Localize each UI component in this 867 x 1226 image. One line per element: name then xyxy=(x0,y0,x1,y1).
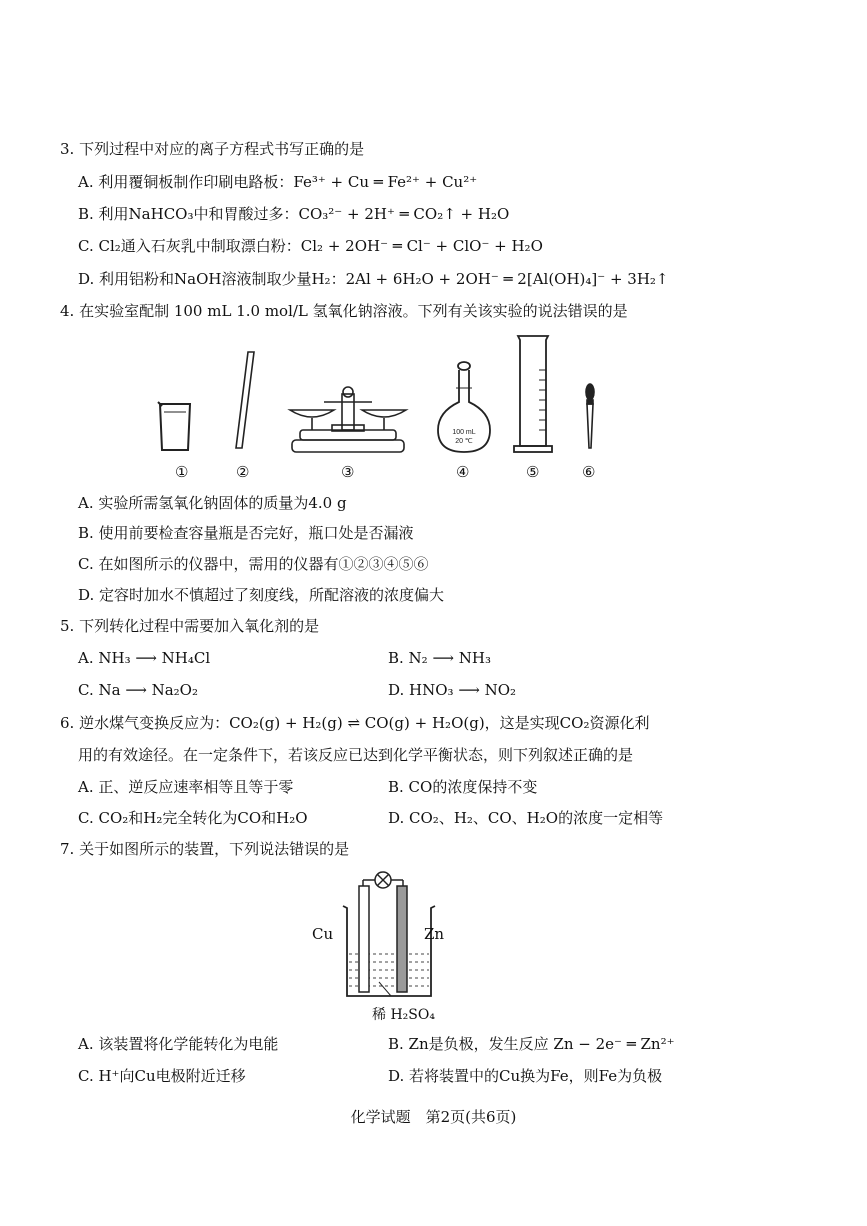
bulb-icon xyxy=(375,872,391,888)
acid-pointer xyxy=(379,982,391,996)
beaker-icon xyxy=(158,402,190,450)
q3-option-a xyxy=(78,172,477,192)
q4-option-b: B. 使用前要检查容量瓶是否完好，瓶口处是否漏液 xyxy=(78,524,414,542)
q3-option-c xyxy=(78,236,543,256)
q3-option-d-label: D. 利用铝粉和NaOH溶液制取少量H₂： xyxy=(78,270,346,288)
apparatus-label-2: ② xyxy=(236,463,250,481)
q4-stem: 4. 在实验室配制 100 mL 1.0 mol/L 氢氧化钠溶液。下列有关该实验的说法错误的是 xyxy=(60,302,628,320)
apparatus-label-4: ④ xyxy=(456,463,470,481)
page-footer: 化学试题 第2页(共6页) xyxy=(350,1108,517,1126)
q4-option-d: D. 定容时加水不慎超过了刻度线，所配溶液的浓度偏大 xyxy=(78,586,445,604)
q7-option-a: A. 该装置将化学能转化为电能 xyxy=(78,1035,279,1053)
apparatus-label-6: ⑥ xyxy=(582,463,596,481)
glass-rod-icon xyxy=(236,352,254,448)
q3-option-a-eq: Fe³⁺ + Cu ═ Fe²⁺ + Cu²⁺ xyxy=(293,173,478,191)
copper-electrode xyxy=(359,886,369,992)
q6-option-b: B. CO的浓度保持不变 xyxy=(388,778,538,796)
q5-option-d: D. HNO₃ ⟶ NO₂ xyxy=(388,681,517,699)
dropper-icon xyxy=(586,384,594,448)
q3-option-d xyxy=(78,269,669,289)
apparatus-label-5: ⑤ xyxy=(526,463,540,481)
q6-option-d: D. CO₂、H₂、CO、H₂O的浓度一定相等 xyxy=(388,809,664,827)
q6-option-c: C. CO₂和H₂完全转化为CO和H₂O xyxy=(78,809,308,827)
q7-option-c: C. H⁺向Cu电极附近迁移 xyxy=(78,1067,246,1085)
q3-option-a-label: A. 利用覆铜板制作印刷电路板： xyxy=(78,173,294,191)
beaker-icon xyxy=(343,906,435,996)
q3-option-d-eq: 2Al + 6H₂O + 2OH⁻ ═ 2[Al(OH)₄]⁻ + 3H₂↑ xyxy=(345,270,669,288)
label-zn: Zn xyxy=(424,925,445,943)
q7-stem: 7. 关于如图所示的装置，下列说法错误的是 xyxy=(60,840,350,858)
flask-capacity-text: 100 mL xyxy=(452,429,476,436)
q4-option-a: A. 实验所需氢氧化钠固体的质量为4.0 g xyxy=(78,494,347,512)
apparatus-label-1: ① xyxy=(175,463,189,481)
q6-stem-line-2: 用的有效途径。在一定条件下，若该反应已达到化学平衡状态，则下列叙述正确的是 xyxy=(78,746,634,764)
q3-option-c-eq: Cl₂ + 2OH⁻ ═ Cl⁻ + ClO⁻ + H₂O xyxy=(300,237,543,255)
q3-option-b-eq: CO₃²⁻ + 2H⁺ ═ CO₂↑ + H₂O xyxy=(298,205,510,223)
label-cu: Cu xyxy=(312,925,334,943)
label-acid: 稀 H₂SO₄ xyxy=(372,1007,435,1023)
apparatus-figure xyxy=(150,330,620,460)
q4-option-c: C. 在如图所示的仪器中，需用的仪器有①②③④⑤⑥ xyxy=(78,555,429,573)
q5-stem: 5. 下列转化过程中需要加入氧化剂的是 xyxy=(60,617,320,635)
q3-option-c-label: C. Cl₂通入石灰乳中制取漂白粉： xyxy=(78,237,301,255)
q6-option-a: A. 正、逆反应速率相等且等于零 xyxy=(78,778,294,796)
q3-option-b-label: B. 利用NaHCO₃中和胃酸过多： xyxy=(78,205,299,223)
q5-option-a: A. NH₃ ⟶ NH₄Cl xyxy=(78,649,211,667)
zinc-electrode xyxy=(397,886,407,992)
q3-option-b xyxy=(78,204,509,224)
q7-option-b: B. Zn是负极，发生反应 Zn − 2e⁻ ═ Zn²⁺ xyxy=(388,1035,675,1053)
q7-option-d: D. 若将装置中的Cu换为Fe，则Fe为负极 xyxy=(388,1067,663,1085)
q5-option-b: B. N₂ ⟶ NH₃ xyxy=(388,649,491,667)
q5-option-c: C. Na ⟶ Na₂O₂ xyxy=(78,681,198,699)
graduated-cylinder-icon xyxy=(514,336,552,452)
flask-temperature-text: 20 ℃ xyxy=(455,438,473,445)
q3-stem: 3. 下列过程中对应的离子方程式书写正确的是 xyxy=(60,140,365,158)
apparatus-label-3: ③ xyxy=(341,463,355,481)
balance-icon xyxy=(290,387,406,452)
q6-stem-line-1: 6. 逆水煤气变换反应为：CO₂(g) + H₂(g) ⇌ CO(g) + H₂O(g)，这是实现CO₂资源化利 xyxy=(60,714,650,732)
